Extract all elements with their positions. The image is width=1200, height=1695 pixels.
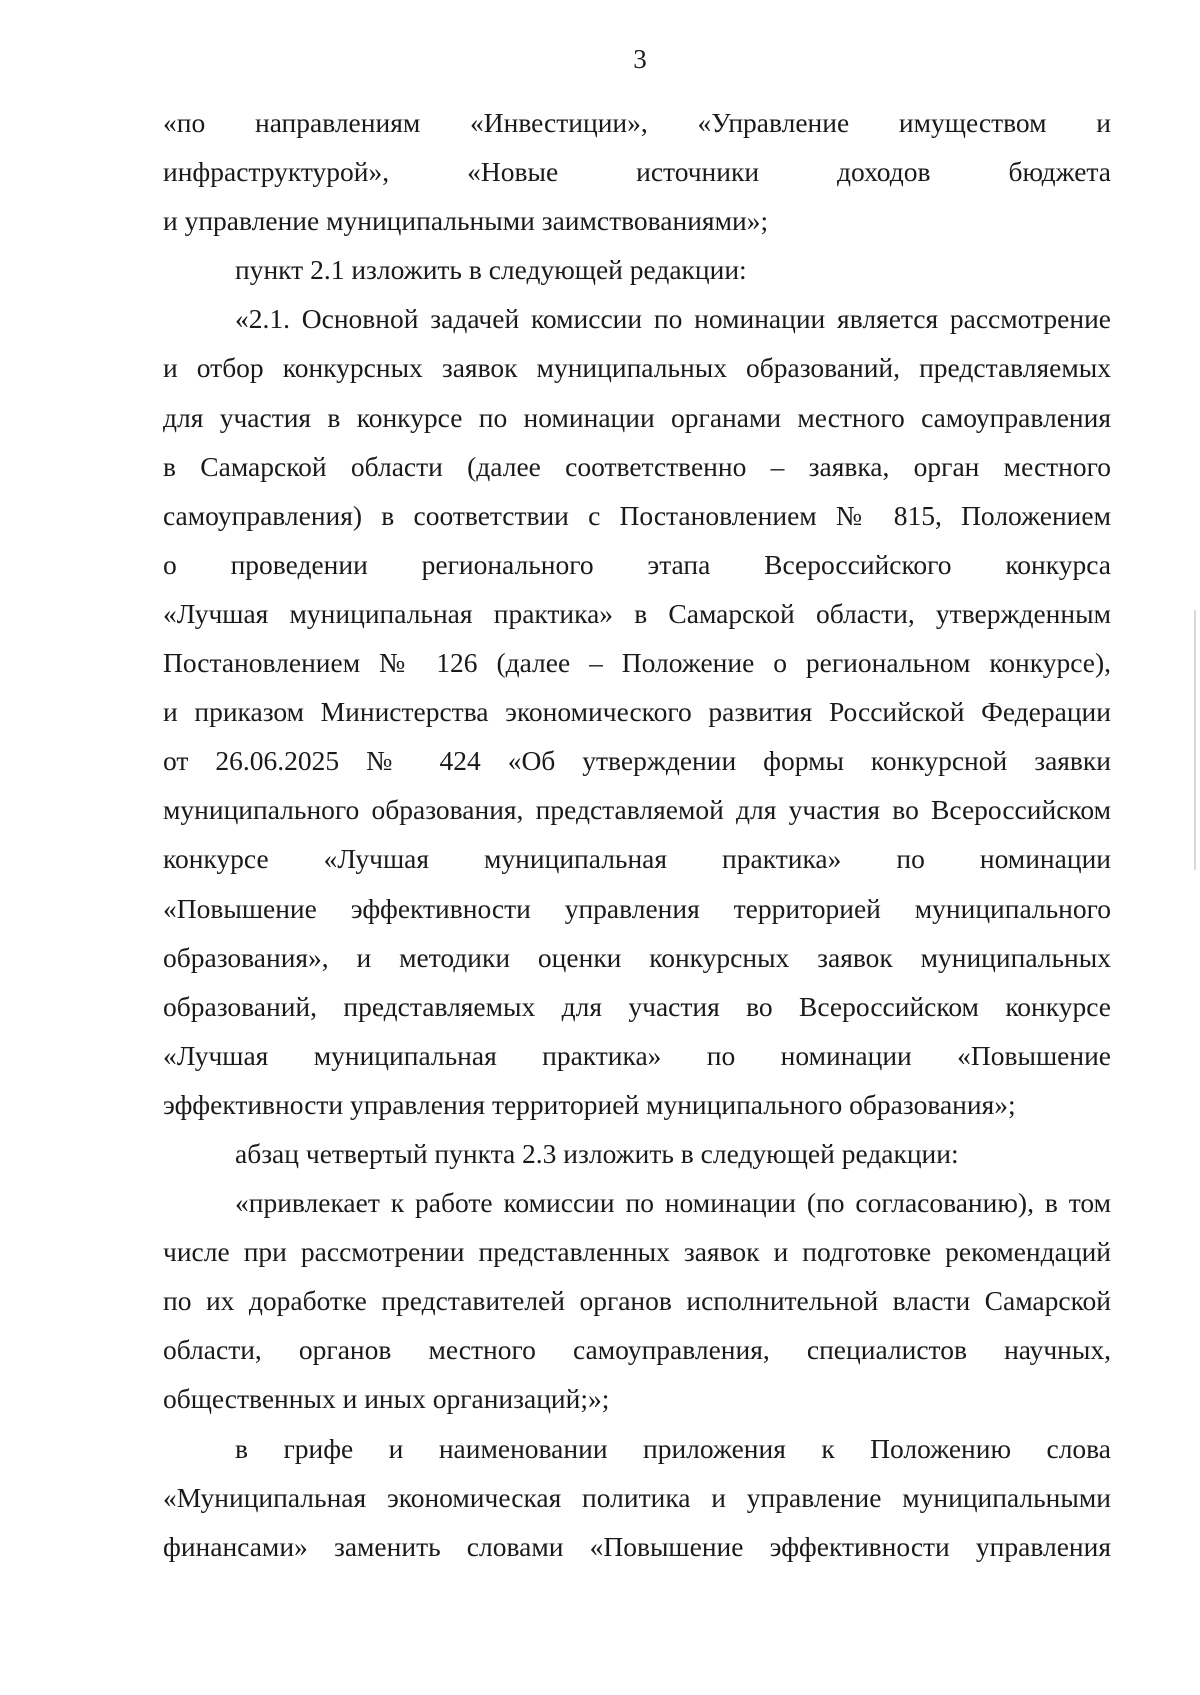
text-line: образования», и методики оценки конкурсных заявок муниципальных xyxy=(163,941,1111,973)
text-line: «Лучшая муниципальная практика» по номинации «Повышение xyxy=(163,1039,1111,1071)
text-line: «Повышение эффективности управления территорией муниципального xyxy=(163,892,1111,924)
text-line: образований, представляемых для участия во Всероссийском конкурсе xyxy=(163,990,1111,1022)
text-line: конкурсе «Лучшая муниципальная практика» по номинации xyxy=(163,843,1111,875)
text-line: о проведении регионального этапа Всероссийского конкурса xyxy=(163,548,1111,580)
text-line: «привлекает к работе комиссии по номинации (по согласованию), в том xyxy=(235,1187,1111,1219)
text-line: общественных и иных организаций;»; xyxy=(163,1383,610,1415)
text-line: финансами» заменить словами «Повышение эффективности управления xyxy=(163,1530,1111,1562)
text-line: пункт 2.1 изложить в следующей редакции: xyxy=(235,254,747,286)
text-line: инфраструктурой», «Новые источники доходов бюджета xyxy=(163,156,1111,188)
text-line: для участия в конкурсе по номинации органами местного самоуправления xyxy=(163,401,1111,433)
text-line: и управление муниципальными заимствованиями»; xyxy=(163,205,769,237)
text-line: числе при рассмотрении представленных заявок и подготовке рекомендаций xyxy=(163,1236,1111,1268)
text-line: и приказом Министерства экономического развития Российской Федерации xyxy=(163,696,1111,728)
paragraph-3 xyxy=(163,294,1111,1129)
scan-edge-mark xyxy=(1194,610,1196,870)
paragraph-6 xyxy=(163,1424,1111,1571)
text-line: Постановлением № 126 (далее – Положение о региональном конкурсе), xyxy=(163,647,1111,679)
text-line: «по направлениям «Инвестиции», «Управление имуществом и xyxy=(163,107,1111,138)
text-line: «Лучшая муниципальная практика» в Самарской области, утвержденным xyxy=(163,597,1111,629)
document-body xyxy=(163,98,1111,1571)
paragraph-4 xyxy=(163,1129,1111,1178)
text-line: и отбор конкурсных заявок муниципальных образований, представляемых xyxy=(163,352,1111,384)
text-line: муниципального образования, представляемой для участия во Всероссийском xyxy=(163,794,1111,826)
text-line: по их доработке представителей органов исполнительной власти Самарской xyxy=(163,1285,1111,1317)
paragraph-2 xyxy=(163,245,1111,294)
text-line: абзац четвертый пункта 2.3 изложить в следующей редакции: xyxy=(235,1137,959,1169)
text-line: в Самарской области (далее соответственно – заявка, орган местного xyxy=(163,450,1111,482)
text-line: в грифе и наименовании приложения к Положению слова xyxy=(235,1432,1111,1464)
text-line: «Муниципальная экономическая политика и управление муниципальными xyxy=(163,1481,1111,1513)
paragraph-1 xyxy=(163,98,1111,245)
text-line: «2.1. Основной задачей комиссии по номинации является рассмотрение xyxy=(235,303,1111,335)
paragraph-5 xyxy=(163,1178,1111,1423)
text-line: эффективности управления территорией муниципального образования»; xyxy=(163,1088,1016,1120)
page-number: 3 xyxy=(633,44,647,74)
text-line: самоуправления) в соответствии с Постановлением № 815, Положением xyxy=(163,499,1111,531)
text-line: области, органов местного самоуправления, специалистов научных, xyxy=(163,1334,1111,1366)
text-line: от 26.06.2025 № 424 «Об утверждении формы конкурсной заявки xyxy=(163,745,1111,777)
